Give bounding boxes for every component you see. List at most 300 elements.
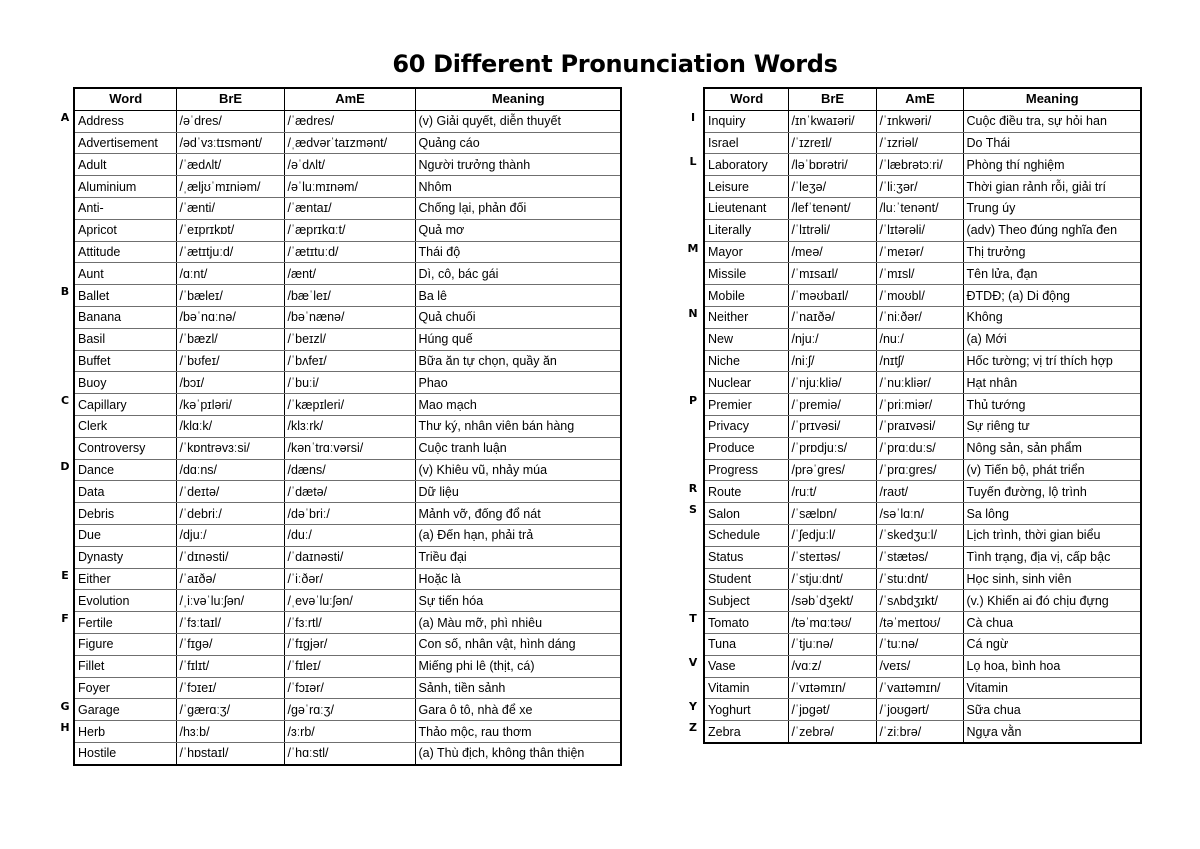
section-letter: L: [689, 154, 697, 168]
cell-ame: /ˈnuːkliər/: [876, 372, 963, 394]
cell-ame: /ˈæntaɪ/: [284, 197, 415, 219]
cell-bre: /ˈməʊbaɪl/: [788, 285, 876, 307]
cell-ame: /ˈbʌfeɪ/: [284, 350, 415, 372]
cell-word: Address: [74, 110, 176, 132]
cell-word: Tomato: [704, 612, 788, 634]
cell-meaning: Ngựa vằn: [963, 721, 1141, 743]
cell-meaning: Chống lại, phản đối: [415, 197, 621, 219]
section-letter: B: [60, 285, 70, 299]
cell-ame: /ˈpriːmiər/: [876, 394, 963, 416]
cell-word: Figure: [74, 633, 176, 655]
table-row: [74, 721, 621, 743]
cell-word: Route: [704, 481, 788, 503]
cell-meaning: Thị trưởng: [963, 241, 1141, 263]
section-letter: P: [688, 394, 698, 408]
cell-bre: /ˈfɪlɪt/: [176, 655, 284, 677]
header-word: Word: [704, 88, 788, 110]
cell-meaning: Cuộc điều tra, sự hỏi han: [963, 110, 1141, 132]
cell-meaning: (a) Đến hạn, phải trả: [415, 524, 621, 546]
cell-bre: /ˈeɪprɪkɒt/: [176, 219, 284, 241]
cell-word: Neither: [704, 306, 788, 328]
cell-ame: /ˈmeɪər/: [876, 241, 963, 263]
section-letter: A: [60, 111, 70, 124]
table-row: [74, 437, 621, 459]
table-row: [74, 655, 621, 677]
cell-word: Leisure: [704, 176, 788, 198]
cell-word: Apricot: [74, 219, 176, 241]
cell-ame: /veɪs/: [876, 655, 963, 677]
table-row: [74, 590, 621, 612]
cell-word: Ballet: [74, 285, 176, 307]
cell-word: Either: [74, 568, 176, 590]
table-row: [74, 742, 621, 764]
table-row: [704, 110, 1141, 132]
cell-bre: /ˈdeɪtə/: [176, 481, 284, 503]
table-row: [704, 132, 1141, 154]
table-row: [704, 154, 1141, 176]
cell-ame: /ˈkæpɪleri/: [284, 394, 415, 416]
cell-ame: /bəˈnænə/: [284, 306, 415, 328]
table-row: [74, 306, 621, 328]
table-row: [74, 154, 621, 176]
cell-ame: /ˈfɪɡjər/: [284, 633, 415, 655]
cell-ame: /duː/: [284, 524, 415, 546]
section-letter: E: [61, 568, 69, 582]
cell-ame: /ˈætɪtuːd/: [284, 241, 415, 263]
cell-word: Progress: [704, 459, 788, 481]
cell-ame: /ˈbeɪzl/: [284, 328, 415, 350]
cell-bre: /ˈpremiə/: [788, 394, 876, 416]
cell-word: Foyer: [74, 677, 176, 699]
cell-meaning: Thư ký, nhân viên bán hàng: [415, 415, 621, 437]
cell-ame: /ˈprɑːɡres/: [876, 459, 963, 481]
cell-bre: /kəˈpɪləri/: [176, 394, 284, 416]
cell-bre: /ˈætɪtjuːd/: [176, 241, 284, 263]
cell-ame: /ænt/: [284, 263, 415, 285]
section-letter: T: [689, 612, 697, 626]
cell-word: Clerk: [74, 415, 176, 437]
section-letter: R: [688, 481, 698, 495]
section-letter: Y: [689, 699, 697, 713]
cell-meaning: Tình trạng, địa vị, cấp bậc: [963, 546, 1141, 568]
cell-bre: /ˈdɪnəsti/: [176, 546, 284, 568]
cell-meaning: Bữa ăn tự chọn, quầy ăn: [415, 350, 621, 372]
cell-word: Status: [704, 546, 788, 568]
table-row: [74, 699, 621, 721]
cell-bre: /təˈmɑːtəʊ/: [788, 612, 876, 634]
cell-bre: /ruːt/: [788, 481, 876, 503]
cell-ame: /ɜːrb/: [284, 721, 415, 743]
cell-word: Laboratory: [704, 154, 788, 176]
cell-ame: /səˈlɑːn/: [876, 503, 963, 525]
cell-bre: /ədˈvɜːtɪsmənt/: [176, 132, 284, 154]
cell-meaning: Do Thái: [963, 132, 1141, 154]
cell-meaning: Không: [963, 306, 1141, 328]
cell-bre: /ˈɡærɑːʒ/: [176, 699, 284, 721]
cell-word: Fillet: [74, 655, 176, 677]
cell-word: Premier: [704, 394, 788, 416]
cell-meaning: Mảnh vỡ, đống đổ nát: [415, 503, 621, 525]
cell-bre: /bɔɪ/: [176, 372, 284, 394]
cell-word: Missile: [704, 263, 788, 285]
cell-word: Nuclear: [704, 372, 788, 394]
cell-ame: /nuː/: [876, 328, 963, 350]
cell-meaning: Sữa chua: [963, 699, 1141, 721]
cell-word: Evolution: [74, 590, 176, 612]
cell-ame: /bæˈleɪ/: [284, 285, 415, 307]
cell-bre: /ˈleʒə/: [788, 176, 876, 198]
cell-ame: /nɪtʃ/: [876, 350, 963, 372]
cell-meaning: Triều đại: [415, 546, 621, 568]
table-row: [704, 459, 1141, 481]
cell-word: Due: [74, 524, 176, 546]
table-row: [704, 415, 1141, 437]
cell-word: New: [704, 328, 788, 350]
table-row: [704, 437, 1141, 459]
cell-ame: /dæns/: [284, 459, 415, 481]
header-word: Word: [74, 88, 176, 110]
section-letter: H: [60, 721, 70, 735]
cell-ame: /ˈprɑːduːs/: [876, 437, 963, 459]
table-row: [704, 524, 1141, 546]
cell-word: Tuna: [704, 633, 788, 655]
cell-word: Basil: [74, 328, 176, 350]
cell-bre: /lefˈtenənt/: [788, 197, 876, 219]
table-row: [74, 612, 621, 634]
cell-bre: /ˈlɪtrəli/: [788, 219, 876, 241]
cell-meaning: Thảo mộc, rau thơm: [415, 721, 621, 743]
cell-meaning: Gara ô tô, nhà để xe: [415, 699, 621, 721]
table-row: [74, 546, 621, 568]
header-row: [74, 88, 621, 110]
cell-meaning: Học sinh, sinh viên: [963, 568, 1141, 590]
table-row: [74, 219, 621, 241]
cell-bre: /ˈsælɒn/: [788, 503, 876, 525]
cell-word: Israel: [704, 132, 788, 154]
table-row: [74, 394, 621, 416]
cell-meaning: Thời gian rảnh rỗi, giải trí: [963, 176, 1141, 198]
cell-meaning: (v) Khiêu vũ, nhảy múa: [415, 459, 621, 481]
cell-meaning: Sảnh, tiền sảnh: [415, 677, 621, 699]
header-bre: BrE: [176, 88, 284, 110]
table-row: [704, 590, 1141, 612]
cell-ame: /ˌevəˈluːʃən/: [284, 590, 415, 612]
cell-bre: /səbˈdʒekt/: [788, 590, 876, 612]
table-row: [704, 197, 1141, 219]
cell-meaning: (a) Thù địch, không thân thiện: [415, 742, 621, 764]
cell-word: Vitamin: [704, 677, 788, 699]
section-letter: N: [688, 307, 698, 321]
cell-bre: /dɑːns/: [176, 459, 284, 481]
cell-meaning: Cá ngừ: [963, 633, 1141, 655]
cell-meaning: Sự riêng tư: [963, 415, 1141, 437]
cell-meaning: Phao: [415, 372, 621, 394]
cell-bre: /ˈkɒntrəvɜːsi/: [176, 437, 284, 459]
cell-bre: /ˈjɒɡət/: [788, 699, 876, 721]
cell-ame: /ˈfɪleɪ/: [284, 655, 415, 677]
cell-meaning: Hạt nhân: [963, 372, 1141, 394]
cell-ame: /ˈɪzriəl/: [876, 132, 963, 154]
cell-bre: /prəˈɡres/: [788, 459, 876, 481]
cell-bre: /ˈprɒdjuːs/: [788, 437, 876, 459]
table-row: [704, 263, 1141, 285]
cell-ame: /ˈfɜːrtl/: [284, 612, 415, 634]
cell-word: Produce: [704, 437, 788, 459]
section-letter: D: [60, 459, 70, 473]
cell-word: Hostile: [74, 742, 176, 764]
table-row: [704, 546, 1141, 568]
cell-word: Literally: [704, 219, 788, 241]
table-row: [704, 176, 1141, 198]
cell-bre: /hɜːb/: [176, 721, 284, 743]
cell-meaning: Quả mơ: [415, 219, 621, 241]
cell-bre: /ˈædʌlt/: [176, 154, 284, 176]
table-row: [74, 372, 621, 394]
cell-ame: /ˈpraɪvəsi/: [876, 415, 963, 437]
cell-bre: /ˈʃedjuːl/: [788, 524, 876, 546]
cell-meaning: (a) Màu mỡ, phì nhiêu: [415, 612, 621, 634]
section-letter: F: [61, 612, 69, 626]
cell-ame: /ˈlɪtərəli/: [876, 219, 963, 241]
cell-bre: /ˈbʊfeɪ/: [176, 350, 284, 372]
table-row: [704, 612, 1141, 634]
cell-word: Fertile: [74, 612, 176, 634]
cell-word: Garage: [74, 699, 176, 721]
table-row: [74, 241, 621, 263]
cell-bre: /ˈɪzreɪl/: [788, 132, 876, 154]
cell-ame: /təˈmeɪtoʊ/: [876, 612, 963, 634]
vocab-table-right: [703, 87, 1142, 744]
cell-word: Advertisement: [74, 132, 176, 154]
cell-word: Adult: [74, 154, 176, 176]
section-letter: M: [687, 241, 699, 255]
table-row: [704, 699, 1141, 721]
cell-bre: /njuː/: [788, 328, 876, 350]
cell-bre: /ˈzebrə/: [788, 721, 876, 743]
cell-word: Yoghurt: [704, 699, 788, 721]
section-letter: S: [689, 503, 697, 517]
cell-bre: /ɪnˈkwaɪəri/: [788, 110, 876, 132]
table-row: [704, 503, 1141, 525]
cell-word: Buffet: [74, 350, 176, 372]
cell-word: Attitude: [74, 241, 176, 263]
cell-word: Privacy: [704, 415, 788, 437]
cell-meaning: Dì, cô, bác gái: [415, 263, 621, 285]
table-row: [704, 372, 1141, 394]
cell-word: Capillary: [74, 394, 176, 416]
cell-word: Anti-: [74, 197, 176, 219]
table-row: [74, 328, 621, 350]
cell-bre: /klɑːk/: [176, 415, 284, 437]
cell-meaning: (v) Tiến bộ, phát triển: [963, 459, 1141, 481]
table-row: [704, 655, 1141, 677]
cell-meaning: Tuyến đường, lộ trình: [963, 481, 1141, 503]
cell-ame: /ˈæprɪkɑːt/: [284, 219, 415, 241]
cell-ame: /raʊt/: [876, 481, 963, 503]
cell-ame: /ˈhɑːstl/: [284, 742, 415, 764]
cell-word: Mobile: [704, 285, 788, 307]
cell-meaning: Vitamin: [963, 677, 1141, 699]
table-row: [74, 110, 621, 132]
cell-meaning: Thủ tướng: [963, 394, 1141, 416]
cell-bre: /ˈprɪvəsi/: [788, 415, 876, 437]
cell-meaning: ĐTDĐ; (a) Di động: [963, 285, 1141, 307]
cell-ame: /ˈstætəs/: [876, 546, 963, 568]
cell-ame: /ˈmoʊbl/: [876, 285, 963, 307]
cell-meaning: Tên lửa, đạn: [963, 263, 1141, 285]
table-row: [704, 721, 1141, 743]
cell-ame: /ˈjoʊɡərt/: [876, 699, 963, 721]
table-row: [704, 677, 1141, 699]
cell-ame: /klɜːrk/: [284, 415, 415, 437]
cell-meaning: (adv) Theo đúng nghĩa đen: [963, 219, 1141, 241]
cell-meaning: Phòng thí nghiệm: [963, 154, 1141, 176]
cell-meaning: (a) Mới: [963, 328, 1141, 350]
cell-meaning: Quảng cáo: [415, 132, 621, 154]
cell-bre: /vɑːz/: [788, 655, 876, 677]
header-ame: AmE: [284, 88, 415, 110]
cell-meaning: Cà chua: [963, 612, 1141, 634]
cell-word: Debris: [74, 503, 176, 525]
header-row: [704, 88, 1141, 110]
cell-bre: /ˈmɪsaɪl/: [788, 263, 876, 285]
table-row: [74, 481, 621, 503]
cell-meaning: Thái độ: [415, 241, 621, 263]
cell-word: Buoy: [74, 372, 176, 394]
cell-word: Data: [74, 481, 176, 503]
cell-ame: /ˈstuːdnt/: [876, 568, 963, 590]
cell-word: Herb: [74, 721, 176, 743]
table-row: [704, 350, 1141, 372]
cell-word: Dance: [74, 459, 176, 481]
table-row: [704, 633, 1141, 655]
header-meaning: Meaning: [963, 88, 1141, 110]
cell-word: Subject: [704, 590, 788, 612]
cell-word: Niche: [704, 350, 788, 372]
cell-ame: /ˈdaɪnəsti/: [284, 546, 415, 568]
cell-bre: /ˈtjuːnə/: [788, 633, 876, 655]
cell-ame: /ˈziːbrə/: [876, 721, 963, 743]
cell-word: Schedule: [704, 524, 788, 546]
cell-bre: /djuː/: [176, 524, 284, 546]
cell-ame: /ˈædres/: [284, 110, 415, 132]
cell-meaning: Quả chuối: [415, 306, 621, 328]
cell-word: Dynasty: [74, 546, 176, 568]
cell-meaning: Con số, nhân vật, hình dáng: [415, 633, 621, 655]
cell-word: Aluminium: [74, 176, 176, 198]
table-row: [704, 285, 1141, 307]
header-meaning: Meaning: [415, 88, 621, 110]
section-letter: C: [60, 394, 70, 408]
table-row: [74, 176, 621, 198]
cell-word: Zebra: [704, 721, 788, 743]
table-row: [704, 394, 1141, 416]
cell-ame: /ˈdætə/: [284, 481, 415, 503]
table-row: [74, 524, 621, 546]
table-row: [704, 219, 1141, 241]
cell-meaning: (v.) Khiến ai đó chịu đựng: [963, 590, 1141, 612]
cell-ame: /ˈliːʒər/: [876, 176, 963, 198]
page-title: 60 Different Pronunciation Words: [392, 50, 838, 78]
cell-meaning: Người trưởng thành: [415, 154, 621, 176]
cell-word: Aunt: [74, 263, 176, 285]
cell-word: Mayor: [704, 241, 788, 263]
cell-ame: /ˈsʌbdʒɪkt/: [876, 590, 963, 612]
table-row: [74, 197, 621, 219]
table-row: [704, 306, 1141, 328]
cell-bre: /ˈvɪtəmɪn/: [788, 677, 876, 699]
cell-ame: /ˈniːðər/: [876, 306, 963, 328]
cell-meaning: Hoặc là: [415, 568, 621, 590]
cell-meaning: Nông sản, sản phẩm: [963, 437, 1141, 459]
cell-bre: /ˌiːvəˈluːʃən/: [176, 590, 284, 612]
cell-meaning: Trung úy: [963, 197, 1141, 219]
cell-ame: /ɡəˈrɑːʒ/: [284, 699, 415, 721]
cell-meaning: Sa lông: [963, 503, 1141, 525]
cell-meaning: Húng quế: [415, 328, 621, 350]
header-ame: AmE: [876, 88, 963, 110]
table-row: [74, 568, 621, 590]
section-letter: V: [688, 656, 698, 669]
cell-bre: /ˈfɪɡə/: [176, 633, 284, 655]
cell-bre: /ˈdebriː/: [176, 503, 284, 525]
table-row: [704, 241, 1141, 263]
cell-word: Vase: [704, 655, 788, 677]
cell-meaning: Sự tiến hóa: [415, 590, 621, 612]
cell-word: Inquiry: [704, 110, 788, 132]
cell-meaning: Miếng phi lê (thịt, cá): [415, 655, 621, 677]
cell-bre: /ˈnjuːkliə/: [788, 372, 876, 394]
cell-bre: /meə/: [788, 241, 876, 263]
section-letter: Z: [689, 721, 697, 735]
cell-meaning: (v) Giải quyết, diễn thuyết: [415, 110, 621, 132]
table-row: [74, 263, 621, 285]
cell-meaning: Lọ hoa, bình hoa: [963, 655, 1141, 677]
vocab-table-left: [73, 87, 622, 766]
cell-meaning: Nhôm: [415, 176, 621, 198]
cell-meaning: Hốc tường; vị trí thích hợp: [963, 350, 1141, 372]
table-row: [74, 459, 621, 481]
cell-bre: /əˈdres/: [176, 110, 284, 132]
section-letter: I: [690, 111, 696, 124]
cell-bre: /ˈnaɪðə/: [788, 306, 876, 328]
cell-bre: /ˈhɒstaɪl/: [176, 742, 284, 764]
table-row: [74, 285, 621, 307]
cell-bre: /ˈsteɪtəs/: [788, 546, 876, 568]
cell-ame: /ˈiːðər/: [284, 568, 415, 590]
cell-ame: /dəˈbriː/: [284, 503, 415, 525]
table-row: [74, 415, 621, 437]
cell-meaning: Mao mạch: [415, 394, 621, 416]
table-row: [74, 677, 621, 699]
cell-bre: /ˈfɔɪeɪ/: [176, 677, 284, 699]
table-row: [74, 633, 621, 655]
cell-bre: /ˈbæzl/: [176, 328, 284, 350]
cell-ame: /kənˈtrɑːvərsi/: [284, 437, 415, 459]
cell-bre: /ˈbæleɪ/: [176, 285, 284, 307]
cell-ame: /əˈdʌlt/: [284, 154, 415, 176]
cell-ame: /ˈfɔɪər/: [284, 677, 415, 699]
table-row: [704, 328, 1141, 350]
cell-ame: /ˈskedʒuːl/: [876, 524, 963, 546]
cell-bre: /ˈstjuːdnt/: [788, 568, 876, 590]
cell-word: Salon: [704, 503, 788, 525]
section-letter: G: [60, 699, 70, 713]
cell-bre: /ˌæljʊˈmɪniəm/: [176, 176, 284, 198]
cell-word: Student: [704, 568, 788, 590]
cell-ame: /ˈmɪsl/: [876, 263, 963, 285]
cell-meaning: Lịch trình, thời gian biểu: [963, 524, 1141, 546]
